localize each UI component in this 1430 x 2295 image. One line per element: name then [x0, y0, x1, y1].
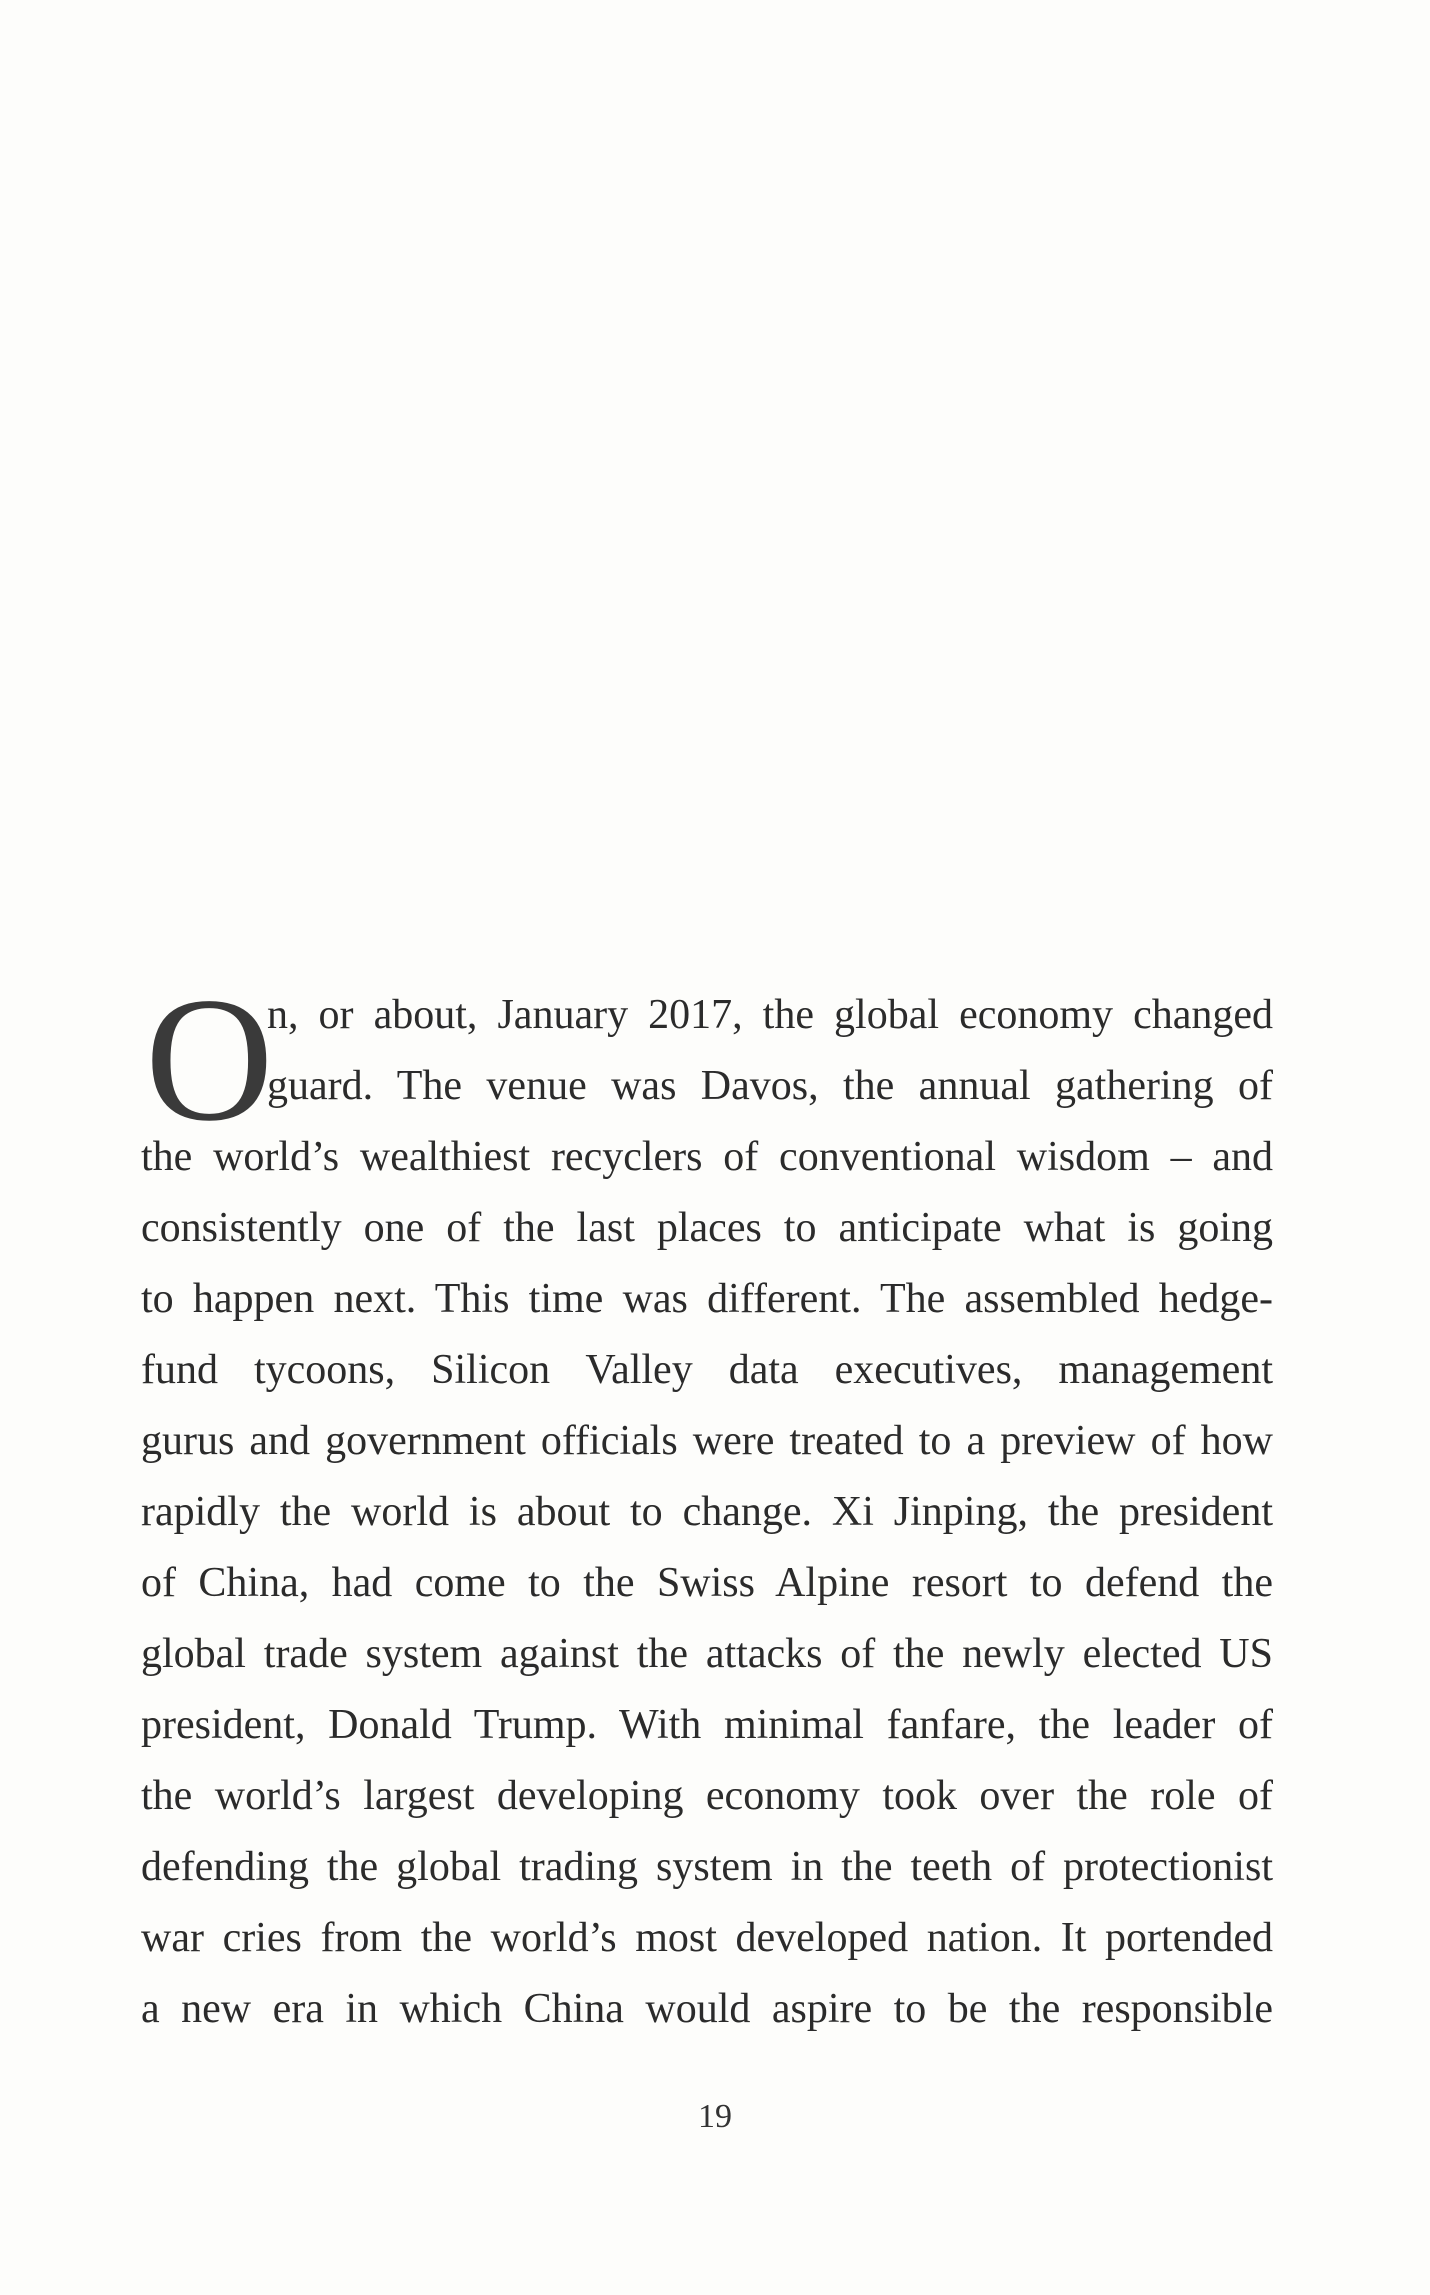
text-line: of China, had come to the Swiss Alpine resort to defend the [141, 1560, 1273, 1606]
text-line: war cries from the world’s most developed nation. It portended [141, 1915, 1273, 1961]
text-line: president, Donald Trump. With minimal fanfare, the leader of [141, 1702, 1273, 1748]
text-line: rapidly the world is about to change. Xi Jinping, the president [141, 1489, 1273, 1535]
drop-cap: O [145, 960, 274, 1158]
text-line: fund tycoons, Silicon Valley data executives, management [141, 1347, 1273, 1393]
text-line: global trade system against the attacks of the newly elected US [141, 1631, 1273, 1677]
text-line: the world’s wealthiest recyclers of conventional wisdom – and [141, 1134, 1273, 1180]
text-line: gurus and government officials were treated to a preview of how [141, 1418, 1273, 1464]
text-line: the world’s largest developing economy took over the role of [141, 1773, 1273, 1819]
page-number: 19 [698, 2098, 732, 2135]
text-line: a new era in which China would aspire to be the responsible [141, 1986, 1273, 2032]
text-line: to happen next. This time was different. The assembled hedge- [141, 1276, 1273, 1322]
text-line: defending the global trading system in the teeth of protectionist [141, 1844, 1273, 1890]
text-line: n, or about, January 2017, the global economy changed [267, 992, 1273, 1038]
text-line: consistently one of the last places to anticipate what is going [141, 1205, 1273, 1251]
text-line: guard. The venue was Davos, the annual gathering of [267, 1063, 1273, 1109]
